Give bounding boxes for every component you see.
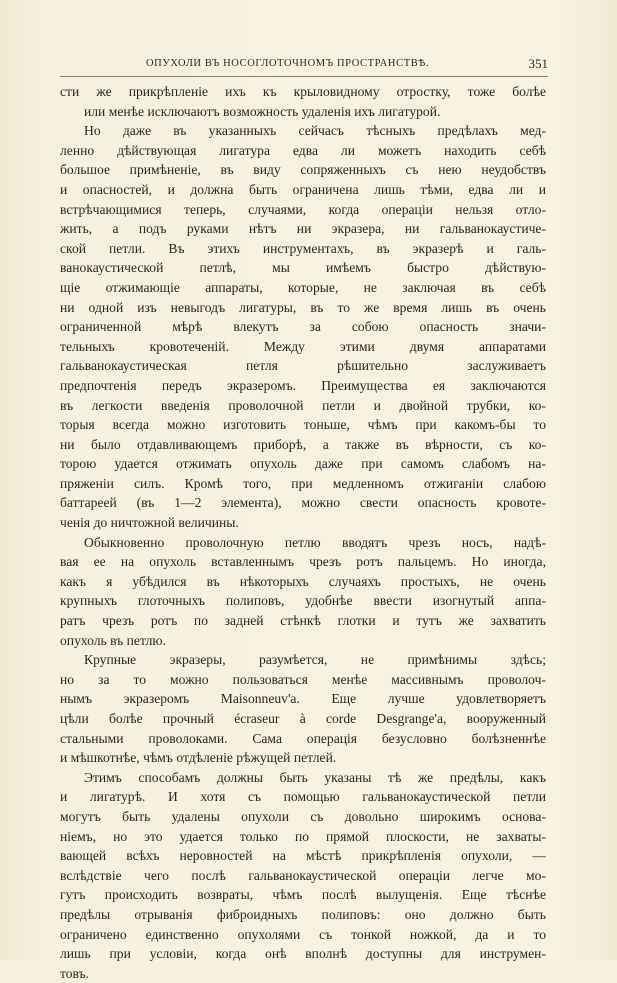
page-number: 351 (528, 56, 548, 71)
running-title: ОПУХОЛИ ВЪ НОСОГЛОТОЧНОМЪ ПРОСТРАНСТВѢ. (146, 58, 430, 69)
text-line: большое примѣненіе, въ виду сопряженныхъ съ нею неудобствъ (60, 162, 546, 178)
text-line: ванокаустической петлѣ, мы имѣемъ быстро дѣйствую- (60, 260, 546, 276)
text-line: но за то можно пользоваться менѣе массивнымъ проволоч- (60, 671, 546, 687)
text-line: Этимъ способамъ должны быть указаны тѣ же предѣлы, какъ (84, 769, 546, 785)
text-line: цѣли болѣе прочный écraseur à corde Desgrange'a, вооруженный (60, 711, 546, 726)
text-line: гальванокаустическая петля рѣшительно заслуживаетъ (60, 358, 546, 374)
text-line: и опасностей, и должна быть ограничена лишь тѣми, едва ли и (60, 181, 546, 197)
text-line: предпочтенія передъ экразеромъ. Преимущества ея заключаются (60, 377, 546, 393)
text-line: какъ я убѣдился въ нѣкоторыхъ случаяхъ простыхъ, не очень (60, 573, 546, 589)
text-line: торою удается отжимать опухоль даже при самомъ слабомъ на- (60, 456, 546, 472)
text-line: предѣлы отрыванія фиброидныхъ полиповъ: оно должно быть (60, 906, 546, 922)
text-line: сти же прикрѣпленіе ихъ къ крыловидному отростку, тоже болѣе (60, 84, 546, 99)
text-line: ни было отдавливающемъ приборѣ, а также въ вѣрности, съ ко- (60, 436, 546, 452)
text-line: тельныхъ кровотеченій. Между этими двумя аппаратами (60, 338, 546, 354)
body-text (60, 82, 546, 983)
text-line: Но даже въ указанныхъ сейчасъ тѣсныхъ предѣлахъ мед- (84, 123, 546, 139)
text-line: вслѣдствіе чего послѣ гальванокаустической операціи легче мо- (60, 867, 546, 883)
text-line: нымъ экразеромъ Maisonneuv'a. Еще лучше удовлетворяетъ (60, 691, 546, 707)
text-line: ограничено единственно опухолями съ тонкой ножкой, да и то (60, 926, 546, 942)
text-line: стальными проволоками. Сама операція безусловно болѣзненнѣе (60, 730, 546, 746)
text-line: и мѣшкотнѣе, чѣмъ отдѣленіе рѣжущей петлей. (60, 750, 337, 766)
text-line: ской петли. Въ этихъ инструментахъ, въ экразерѣ и галь- (60, 240, 546, 256)
text-line: вающей всѣхъ неровностей на мѣстѣ прикрѣпленія опухоли, — (60, 848, 546, 864)
text-line: ченія до ничтожной величины. (60, 515, 239, 531)
text-line: встрѣчающимися теперь, случаями, когда операціи нельзя отло- (60, 201, 546, 217)
text-line: опухоль въ петлю. (60, 632, 166, 648)
text-line: торыя всегда можно изготовить тоньше, чѣмъ при какомъ-бы то (60, 417, 546, 433)
text-line: въ легкости введенія проволочной петли и двойной трубки, ко- (60, 397, 546, 413)
header-rule (60, 76, 548, 77)
text-line: ніемъ, но это удается только по прямой плоскости, не захваты- (60, 828, 546, 844)
text-line: щіе отжимающіе аппараты, которые, не заключая въ себѣ (60, 279, 546, 295)
text-line: могутъ быть удалены опухоли съ довольно широкимъ основа- (60, 808, 546, 824)
text-line: ленно дѣйствующая лигатура едва ли можетъ находить себѣ (60, 142, 546, 158)
text-line: жить, а подъ руками нѣтъ ни экразера, ни гальванокаустиче- (60, 221, 546, 237)
text-line: ни одной изъ невыгодъ лигатуры, въ то же время лишь въ очень (60, 299, 546, 315)
text-line: крупныхъ глоточныхъ полиповъ, удобнѣе ввести изогнутый аппа- (60, 593, 546, 609)
text-line: ратъ чрезъ ротъ по задней стѣнкѣ глотки и тутъ же захватить (60, 613, 546, 629)
text-line: ограниченной мѣрѣ влекутъ за собою опасность значи- (60, 319, 546, 335)
text-line: Крупные экразеры, разумѣется, не примѣнимы здѣсь; (84, 652, 546, 668)
page-header (60, 58, 548, 76)
text-line: гутъ происходить возвраты, чѣмъ послѣ вылущенія. Еще тѣснѣе (60, 887, 546, 903)
text-line: вая ее на опухоль вставленнымъ чрезъ ротъ пальцемъ. Но иногда, (60, 554, 546, 570)
text-line: и лигатурѣ. И хотя съ помощью гальванокаустической петли (60, 789, 546, 805)
text-line: товъ. (60, 965, 90, 981)
text-line: пряженіи силъ. Кромѣ того, при медленномъ отжиганіи слабою (60, 475, 546, 491)
text-line: Обыкновенно проволочную петлю вводятъ чрезъ носъ, надѣ- (84, 534, 546, 550)
text-line: или менѣе исключаютъ возможность удаленія ихъ лигатурой. (84, 103, 441, 119)
text-line: баттареей (въ 1—2 элемента), можно свести опасность кровоте- (60, 495, 546, 511)
text-line: лишь при условіи, когда онѣ вполнѣ доступны для инструмен- (60, 946, 546, 962)
